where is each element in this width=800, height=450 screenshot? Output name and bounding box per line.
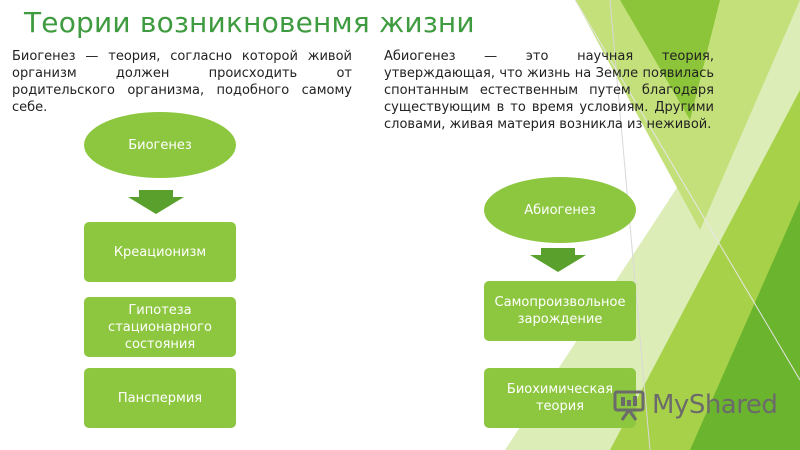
- watermark-text: MyShared: [652, 390, 778, 420]
- creationism-node: Креационизм: [84, 222, 236, 282]
- steady-state-node: Гипотеза стационарного состояния: [84, 297, 236, 357]
- watermark-logo: [612, 388, 777, 422]
- arrow-down-icon: [530, 248, 586, 272]
- biogenesis-node: Биогенез: [84, 112, 236, 178]
- slide-title: Теории возникновенмя жизни: [24, 6, 475, 39]
- presentation-board-icon: [612, 388, 646, 422]
- panspermia-node: Панспермия: [84, 368, 236, 428]
- spontaneous-generation-node: Самопроизвольное зарождение: [484, 281, 636, 341]
- abiogenesis-description: Абиогенез — это научная теория, утверждающая, что жизнь на Земле появилась спонтанным естественным путем благодаря существующим в то время условиям. Другими словами, живая материя возникла из неживой.: [384, 49, 714, 132]
- biogenesis-description: Биогенез — теория, согласно которой живой организм должен происходить от родительского организма, подобного самому себе.: [12, 49, 352, 115]
- biochemical-theory-node: Биохимическая теория: [484, 368, 636, 428]
- abiogenesis-node: Абиогенез: [484, 177, 636, 243]
- arrow-down-icon: [128, 190, 184, 214]
